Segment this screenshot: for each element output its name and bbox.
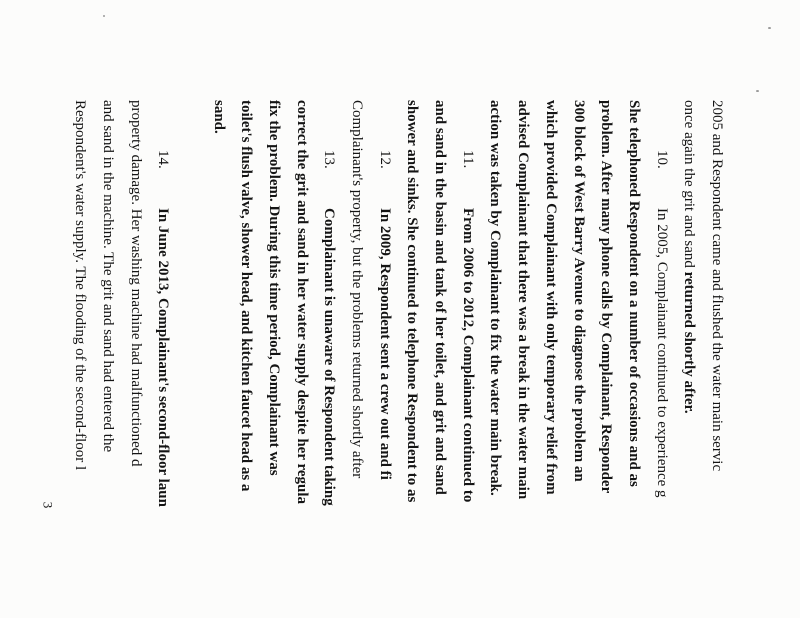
text-line: sand. xyxy=(210,100,227,134)
text-line: advised Complainant that there was a break in the water main xyxy=(515,100,532,500)
text-line: correct the grit and sand in her water supply despite her regula xyxy=(293,100,310,505)
text-line: shower and sinks. She continued to telephone Respondent to as xyxy=(404,100,421,503)
document-body xyxy=(66,100,731,618)
paragraph-gap xyxy=(176,100,204,618)
text-line: once again the grit and sand returned shortly after. xyxy=(681,100,698,414)
text-line: which provided Complainant with only temporary relief from xyxy=(542,100,559,495)
text-line: and sand in the basin and tank of her toilet, and grit and sand xyxy=(432,100,449,495)
text-line: Complainant's property, but the problems returned shortly after xyxy=(349,100,366,479)
paragraph-13-start: 13.Complainant is unaware of Respondent taking xyxy=(321,150,338,506)
page-number: 3 xyxy=(40,501,56,509)
text-line: toilet's flush valve, shower head, and kitchen faucet head as a xyxy=(238,100,255,492)
scan-speck xyxy=(103,15,105,17)
text-line: action was taken by Complainant to fix the water main break. xyxy=(487,100,504,496)
text-line: problem. After many phone calls by Complainant, Responder xyxy=(598,100,615,494)
text-line: She telephoned Respondent on a number of occasions and as xyxy=(625,100,642,487)
text-line: property damage. Her washing machine had malfunctioned d xyxy=(127,100,144,467)
scan-speck xyxy=(768,27,771,29)
text-line: 300 block of West Barry Avenue to diagnose the problem an xyxy=(570,100,587,482)
paragraph-10-start: 10.In 2005, Complainant continued to experience g xyxy=(653,150,670,498)
text-line: 2005 and Respondent came and flushed the water main servic xyxy=(709,100,725,472)
text-line: fix the problem. During this time period, Complainant was xyxy=(266,100,282,476)
paragraph-12-start: 12.In 2009, Respondent sent a crew out and fi xyxy=(376,150,393,480)
text-line: Respondent's water supply. The flooding of the second-floor l xyxy=(72,100,89,471)
scan-speck xyxy=(756,90,759,92)
paragraph-11-start: 11.From 2006 to 2012, Complainant continued to xyxy=(459,150,476,503)
text-line: and sand in the machine. The grit and sand had entered the xyxy=(99,100,116,453)
paragraph-14-start: 14.In June 2013, Complainant's second-floor laun xyxy=(155,150,172,507)
